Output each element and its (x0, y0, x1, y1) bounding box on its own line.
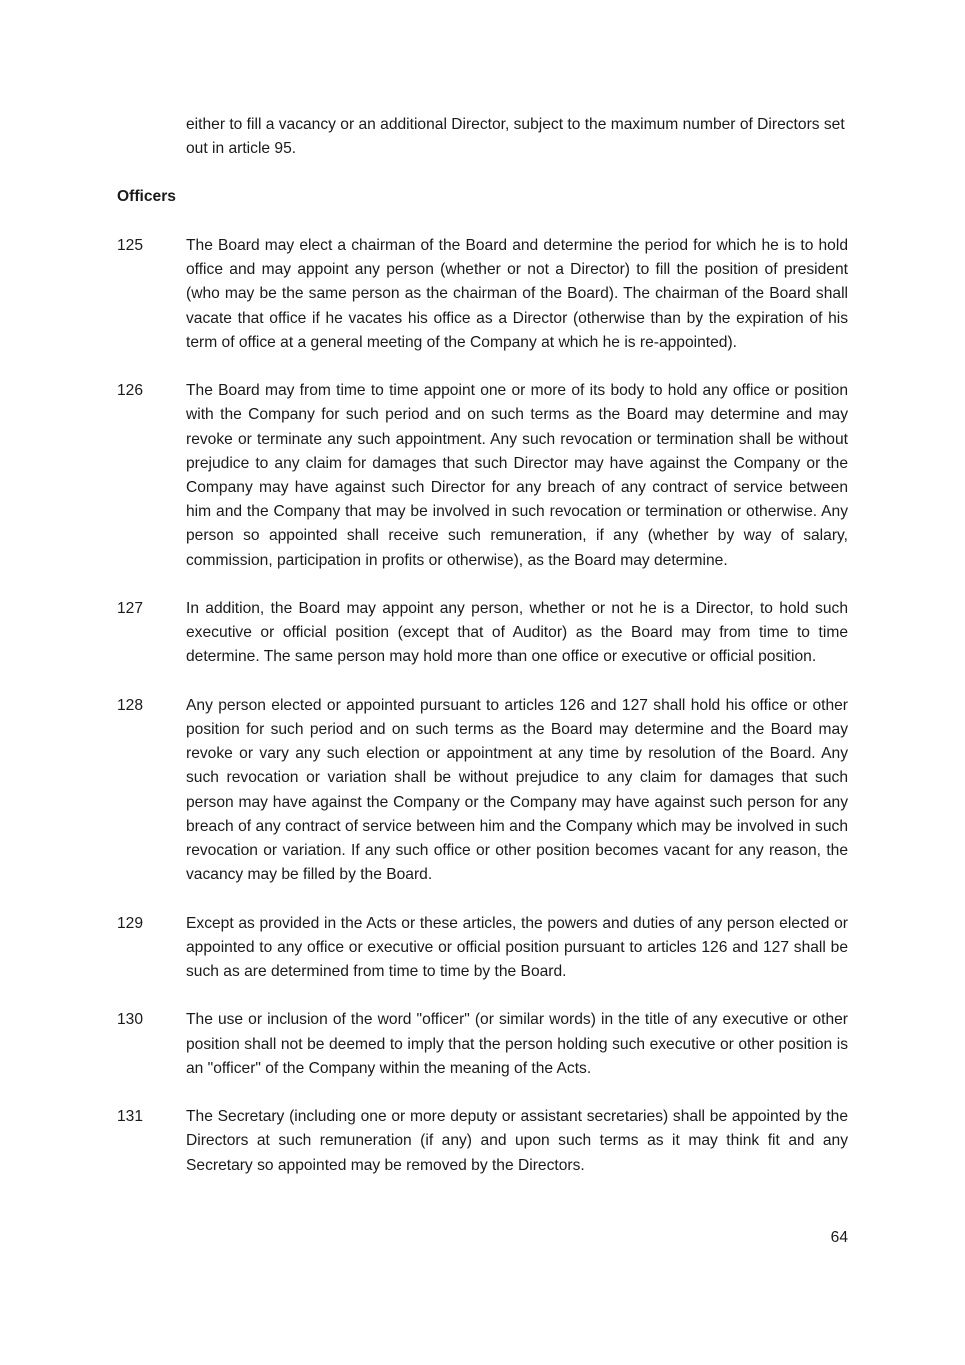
article-127 (117, 597, 848, 670)
article-125 (117, 234, 848, 355)
article-text: The Board may elect a chairman of the Board and determine the period for which he is to hold office and may appoint any person (whether or not a Director) to fill the position of president (who may be the same person as the chairman of the Board). The chairman of the Board shall vacate that office if he vacates his office as a Director (otherwise than by the expiration of his term of office at a general meeting of the Company at which he is re-appointed). (186, 237, 848, 351)
article-130 (117, 1008, 848, 1081)
article-number: 127 (117, 600, 144, 618)
article-number: 125 (117, 237, 144, 254)
article-131 (117, 1105, 848, 1178)
article-text: In addition, the Board may appoint any person, whether or not he is a Director, to hold such executive or official position (except that of Auditor) as the Board may from time to time determine. The same person may hold more than one office or executive or official position. (186, 600, 848, 666)
article-text: Any person elected or appointed pursuant to articles 126 and 127 shall hold his office or other position for such period and on such terms as the Board may determine and the Board may revoke or vary any such election or appointment at any time by resolution of the Board. Any such revocation or variation shall be without prejudice to any claim for damages that such person may have against the Company or the Company may have against such person for any breach of any contract of service between him and the Company which may be involved in such revocation or variation. If any such office or other position becomes vacant for any reason, the vacancy may be filled by the Board. (186, 696, 848, 884)
article-129 (117, 912, 848, 985)
article-text: Except as provided in the Acts or these articles, the powers and duties of any person elected or appointed to any office or executive or official position pursuant to articles 126 and 127 shall be such as are determined from time to time by the Board. (186, 914, 848, 981)
article-text: The Secretary (including one or more deputy or assistant secretaries) shall be appointed by the Directors at such remuneration (if any) and upon such terms as it may think fit and any Secretary so appointed may be removed by the Directors. (186, 1108, 848, 1174)
article-number: 128 (117, 696, 144, 714)
article-number: 131 (117, 1108, 144, 1126)
page-number: 64 (830, 1229, 848, 1246)
section-heading: Officers (117, 188, 176, 205)
article-128 (117, 694, 848, 888)
article-list (117, 234, 848, 1202)
article-number: 126 (117, 382, 144, 400)
article-number: 130 (117, 1011, 144, 1029)
continuation-paragraph: either to fill a vacancy or an additional Director, subject to the maximum number of Directors set out in article 95. (186, 116, 845, 158)
article-number: 129 (117, 914, 144, 932)
article-126 (117, 379, 848, 573)
article-text: The Board may from time to time appoint one or more of its body to hold any office or position with the Company for such period and on such terms as the Board may determine and may revoke or terminate any such appointment. Any such revocation or termination shall be without prejudice to any claim for damages that such Director may have against the Company or the Company may have against such Director for any breach of any contract of service between him and the Company that may be involved in such revocation or termination or otherwise. Any person so appointed shall receive such remuneration, if any (whether by way of salary, commission, participation in profits or otherwise), as the Board may determine. (186, 382, 848, 569)
article-text: The use or inclusion of the word "officer" (or similar words) in the title of any executive or other position shall not be deemed to imply that the person holding such executive or other position is an "officer" of the Company within the meaning of the Acts. (186, 1011, 848, 1077)
